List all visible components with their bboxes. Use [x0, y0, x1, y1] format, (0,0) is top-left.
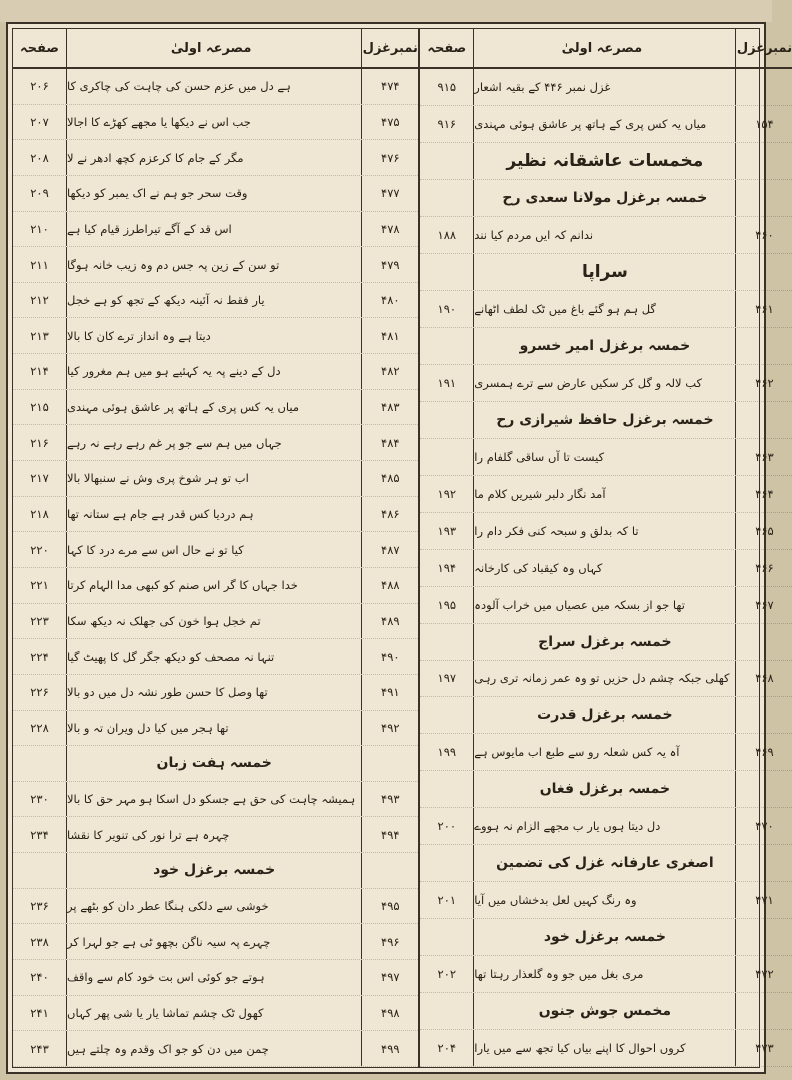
number-cell — [362, 746, 418, 781]
verse-cell: تنہا نہ مصحف کو دیکھ جگر گل کا پھیٹ گیا — [67, 639, 362, 674]
section-heading-row — [420, 993, 792, 1030]
page-cell — [420, 328, 474, 364]
number-cell: ۴۶۹ — [755, 745, 774, 760]
verse-cell: اب تو ہر شوخ پری وش نے سنبھالا بالا — [67, 461, 362, 496]
verse-cell: وہ رنگ کہیں لعل بدخشاں میں آیا — [474, 882, 736, 918]
number-cell: ۴۹۷ — [381, 970, 400, 985]
table-row — [420, 882, 792, 919]
verse-cell: خدا جہاں کا گر اس صنم کو کبھی مدا الہام کرتا — [67, 568, 362, 603]
page-cell: ۲۰۶ — [13, 69, 67, 104]
verse-cell: کہاں وہ کیقباد کی کارخانہ — [474, 550, 736, 586]
number-cell: ۴۷۷ — [381, 186, 400, 201]
page-cell: ۲۳۶ — [13, 889, 67, 924]
page-cell: ۱۹۱ — [420, 365, 474, 401]
page-cell — [420, 254, 474, 290]
page-cell: ۹۱۵ — [420, 69, 474, 105]
number-cell — [736, 143, 792, 179]
right-index-table — [418, 29, 792, 1067]
table-row — [13, 889, 418, 925]
verse-cell: چمن میں دن کو جو اک وقدم وہ چلتے ہیں — [67, 1031, 362, 1066]
header-page: صفحہ — [13, 29, 67, 67]
number-cell: ۴۹۶ — [381, 934, 400, 949]
verse-cell: تھا ہجر میں کیا دل ویران تہ و بالا — [67, 711, 362, 746]
verse-cell: سراپا — [474, 254, 736, 290]
number-cell: ۴۹۳ — [381, 792, 400, 807]
table-row — [13, 604, 418, 640]
table-row — [13, 711, 418, 747]
page-cell — [13, 853, 67, 888]
number-cell — [736, 69, 792, 105]
table-row — [420, 1030, 792, 1067]
page-cell — [420, 697, 474, 733]
verse-cell: آمد نگار دلبر شیریں کلام ما — [474, 476, 736, 512]
page-cell: ۹۱۶ — [420, 106, 474, 142]
page-cell: ۱۹۹ — [420, 734, 474, 770]
verse-cell: میاں یہ کس پری کے ہاتھ پر عاشق ہوئی مہندی — [474, 106, 736, 142]
table-row — [13, 568, 418, 604]
number-cell: ۴۷۶ — [381, 150, 400, 165]
right-table-body — [420, 69, 792, 1067]
header-page: صفحہ — [420, 29, 474, 67]
number-cell: ۴۷۳ — [755, 1041, 774, 1056]
page-cell: ۲۱۶ — [13, 425, 67, 460]
number-cell — [736, 993, 792, 1029]
index-frame — [12, 28, 792, 1068]
number-cell: ۴۹۵ — [381, 899, 400, 914]
number-cell: ۴۶۶ — [755, 560, 774, 575]
section-heading-row — [420, 143, 792, 180]
verse-cell: کروں احوال کا اپنے بیاں کیا تجھ سے میں یارا — [474, 1030, 736, 1066]
page-cell: ۲۲۱ — [13, 568, 67, 603]
verse-cell: خوشی سے دلکی ہنگا عطر دان کو بٹھے پر — [67, 889, 362, 924]
number-cell: ۴۸۸ — [381, 578, 400, 593]
number-cell: ۴۶۴ — [755, 486, 774, 501]
number-cell — [736, 180, 792, 216]
verse-cell: خمسہ برغزل فغاں — [474, 771, 736, 807]
left-table-header — [13, 29, 418, 69]
page-cell: ۲۴۱ — [13, 996, 67, 1031]
verse-cell: کیست تا آں ساقی گلفام را — [474, 439, 736, 475]
number-cell — [736, 624, 792, 660]
table-row — [13, 390, 418, 426]
number-cell: ۴۹۱ — [381, 685, 400, 700]
number-cell — [736, 771, 792, 807]
verse-cell: تم خجل ہوا خون کی جھلک نہ دیکھ سکا — [67, 604, 362, 639]
page-cell — [420, 993, 474, 1029]
table-row — [420, 808, 792, 845]
header-verse: مصرعہ اولیٰ — [474, 29, 736, 67]
table-row — [420, 217, 792, 254]
number-cell: ۴۶۳ — [755, 449, 774, 464]
table-row — [420, 550, 792, 587]
table-row — [13, 532, 418, 568]
number-cell — [736, 697, 792, 733]
verse-cell: تھا جو از بسکہ میں عصیاں میں خراب آلودہ — [474, 587, 736, 623]
table-row — [420, 106, 792, 143]
number-cell: ۴۷۱ — [755, 893, 774, 908]
verse-cell: خمسہ برغزل سراج — [474, 624, 736, 660]
page-cell: ۲۱۷ — [13, 461, 67, 496]
page-cell — [420, 180, 474, 216]
number-cell: ۴۷۸ — [381, 221, 400, 236]
page-cell: ۲۲۳ — [13, 604, 67, 639]
page-cell: ۲۲۸ — [13, 711, 67, 746]
verse-cell: خمسہ برغزل قدرت — [474, 697, 736, 733]
number-cell: ۴۸۴ — [381, 435, 400, 450]
page-cell — [420, 402, 474, 438]
header-number: نمبرغزل — [362, 40, 418, 56]
number-cell: ۴۷۲ — [755, 967, 774, 982]
number-cell — [736, 328, 792, 364]
table-row — [13, 425, 418, 461]
verse-cell: کھول ٹک چشم تماشا یار یا شی پھر کہاں — [67, 996, 362, 1031]
number-cell: ۴۸۲ — [381, 364, 400, 379]
number-cell: ۴۶۷ — [755, 597, 774, 612]
verse-cell: دل کے دینے پہ یہ کہئیے ہو میں ہم مغرور کیا — [67, 354, 362, 389]
header-number: نمبرغزل — [736, 40, 792, 56]
page-cell: ۲۰۴ — [420, 1030, 474, 1066]
number-cell — [736, 402, 792, 438]
verse-cell: مگر کے جام کا کرعزم کچھ ادھر نے لا — [67, 140, 362, 175]
verse-cell: ہمیشہ چاہت کی حق ہے جسکو دل اسکا ہو مہر حق کا بالا — [67, 782, 362, 817]
page-cell: ۲۴۳ — [13, 1031, 67, 1066]
page-cell: ۲۳۴ — [13, 817, 67, 852]
number-cell: ۴۸۳ — [381, 400, 400, 415]
table-row — [420, 439, 792, 476]
header-verse: مصرعہ اولیٰ — [67, 29, 362, 67]
verse-cell: غزل نمبر ۴۴۶ کے بقیہ اشعار — [474, 69, 736, 105]
section-heading-row — [420, 845, 792, 882]
verse-cell: خمسہ برغزل خود — [474, 919, 736, 955]
page-cell: ۲۱۱ — [13, 247, 67, 282]
page-cell — [420, 845, 474, 881]
table-row — [13, 817, 418, 853]
number-cell: ۴۸۹ — [381, 613, 400, 628]
verse-cell: چہرے پہ سیہ ناگن بچھو ٹی ہے جو لہرا کر — [67, 924, 362, 959]
verse-cell: مری بغل میں جو وہ گلعذار رہتا تھا — [474, 956, 736, 992]
page-cell: ۲۱۳ — [13, 318, 67, 353]
verse-cell: جہاں میں ہم سے جو پر غم رہے رہے نہ رہے — [67, 425, 362, 460]
page-cell: ۲۱۴ — [13, 354, 67, 389]
page-cell — [420, 143, 474, 179]
section-heading-row — [420, 697, 792, 734]
number-cell: ۴۷۴ — [381, 79, 400, 94]
page-cell: ۲۰۲ — [420, 956, 474, 992]
verse-cell: اصغری عارفانہ غزل کی تضمین — [474, 845, 736, 881]
number-cell: ۴۷۰ — [755, 819, 774, 834]
verse-cell: کھلی جبکہ چشم دل حزیں تو وہ عمر زمانہ تری رہی — [474, 661, 736, 697]
page-cell: ۱۹۰ — [420, 291, 474, 327]
section-heading-row — [420, 254, 792, 291]
table-row — [13, 105, 418, 141]
table-row — [420, 513, 792, 550]
page-cell: ۲۰۸ — [13, 140, 67, 175]
verse-cell: دل دیتا ہوں یار ب مجھے الزام نہ ہووے — [474, 808, 736, 844]
table-row — [420, 69, 792, 106]
table-row — [13, 996, 418, 1032]
number-cell: ۴۷۹ — [381, 257, 400, 272]
number-cell: ۴۶۱ — [755, 301, 774, 316]
table-row — [13, 1031, 418, 1067]
section-heading-row — [13, 853, 418, 889]
verse-cell: اس قد کے آگے تیراطرز قیام کیا ہے — [67, 212, 362, 247]
page-cell — [13, 746, 67, 781]
number-cell: ۴۹۰ — [381, 649, 400, 664]
page-cell: ۱۹۳ — [420, 513, 474, 549]
page-cell: ۱۹۲ — [420, 476, 474, 512]
table-row — [420, 734, 792, 771]
page-cell: ۱۹۵ — [420, 587, 474, 623]
number-cell: ۴۸۰ — [381, 293, 400, 308]
verse-cell: خمسہ برغزل امیر خسرو — [474, 328, 736, 364]
number-cell: ۴۸۷ — [381, 542, 400, 557]
number-cell: ۴۹۸ — [381, 1005, 400, 1020]
verse-cell: تھا وصل کا حسن طور نشہ دل میں دو بالا — [67, 675, 362, 710]
page-cell: ۲۳۸ — [13, 924, 67, 959]
page-cell — [420, 439, 474, 475]
number-cell: ۴۹۲ — [381, 720, 400, 735]
section-heading-row — [420, 402, 792, 439]
page-cell: ۲۰۰ — [420, 808, 474, 844]
table-row — [13, 212, 418, 248]
table-row — [13, 639, 418, 675]
verse-cell: ہوتے جو کوئی اس بت خود کام سے واقف — [67, 960, 362, 995]
verse-cell: خمسہ برغزل مولانا سعدی رح — [474, 180, 736, 216]
verse-cell: ہے دل میں عزم حسن کی چاہت کی چاکری کا — [67, 69, 362, 104]
number-cell: ۴۶۸ — [755, 671, 774, 686]
table-row — [420, 365, 792, 402]
section-heading-row — [420, 328, 792, 365]
table-row — [420, 956, 792, 993]
table-row — [13, 461, 418, 497]
table-row — [13, 782, 418, 818]
table-row — [13, 69, 418, 105]
number-cell — [736, 845, 792, 881]
number-cell: ۴۸۵ — [381, 471, 400, 486]
page-cell: ۲۱۰ — [13, 212, 67, 247]
section-heading-row — [420, 180, 792, 217]
verse-cell: میاں یہ کس پری کے ہاتھ پر عاشق ہوئی مہندی — [67, 390, 362, 425]
page-cell — [420, 771, 474, 807]
verse-cell: مخمسات عاشقانہ نظیر — [474, 143, 736, 179]
table-row — [13, 354, 418, 390]
number-cell — [736, 254, 792, 290]
verse-cell: مخمس جوش جنوں — [474, 993, 736, 1029]
verse-cell: کیا تو نے حال اس سے مرے درد کا کہا — [67, 532, 362, 567]
page-cell: ۲۰۱ — [420, 882, 474, 918]
left-table-body — [13, 69, 418, 1067]
table-row — [13, 140, 418, 176]
table-row — [13, 960, 418, 996]
number-cell — [736, 919, 792, 955]
page-cell: ۲۱۸ — [13, 497, 67, 532]
page-cell: ۲۳۰ — [13, 782, 67, 817]
page-cell — [420, 624, 474, 660]
number-cell: ۴۶۲ — [755, 375, 774, 390]
page-cell: ۲۰۷ — [13, 105, 67, 140]
section-heading-row — [420, 919, 792, 956]
verse-cell: ندانم کہ ایں مردم کیا نند — [474, 217, 736, 253]
page-cell: ۲۲۶ — [13, 675, 67, 710]
table-row — [13, 318, 418, 354]
verse-cell: یار فقط نہ آئینہ دیکھ کے تجھ کو ہے خجل — [67, 283, 362, 318]
page-cell: ۲۴۰ — [13, 960, 67, 995]
verse-cell: گل ہم ہو گئے باغ میں ٹک لطف اٹھانے — [474, 291, 736, 327]
verse-cell: دیتا ہے وہ انداز ترے کان کا بالا — [67, 318, 362, 353]
table-row — [13, 924, 418, 960]
section-heading-row — [420, 771, 792, 808]
right-table-header — [420, 29, 792, 69]
verse-cell: تا کہ بدلق و سبحہ کنی فکر دام را — [474, 513, 736, 549]
section-heading-row — [420, 624, 792, 661]
table-row — [13, 283, 418, 319]
verse-cell: وقت سحر جو ہم نے اک یمبر کو دیکھا — [67, 176, 362, 211]
top-strip — [0, 0, 772, 22]
page-cell: ۲۰۹ — [13, 176, 67, 211]
page-cell: ۱۸۸ — [420, 217, 474, 253]
page-cell: ۲۲۴ — [13, 639, 67, 674]
table-row — [13, 497, 418, 533]
section-heading-row — [13, 746, 418, 782]
page-cell: ۱۹۴ — [420, 550, 474, 586]
number-cell: ۱۵۴ — [755, 116, 774, 131]
number-cell: ۴۷۵ — [381, 114, 400, 129]
page-cell: ۱۹۷ — [420, 661, 474, 697]
verse-cell: ہم دردیا کس قدر ہے جام ہے ستانہ تھا — [67, 497, 362, 532]
number-cell — [362, 853, 418, 888]
number-cell: ۴۸۶ — [381, 507, 400, 521]
number-cell: ۴۹۴ — [381, 827, 400, 842]
verse-cell: چہرہ ہے ترا نور کی تنویر کا نقشا — [67, 817, 362, 852]
number-cell: ۴۹۹ — [381, 1041, 400, 1056]
table-row — [13, 176, 418, 212]
page-cell — [420, 919, 474, 955]
verse-cell: تو سن کے زین پہ جس دم وہ زیب خانہ ہوگا — [67, 247, 362, 282]
table-row — [420, 661, 792, 698]
table-row — [420, 476, 792, 513]
page-cell: ۲۲۰ — [13, 532, 67, 567]
page-cell: ۲۱۵ — [13, 390, 67, 425]
number-cell: ۴۶۵ — [755, 523, 774, 538]
left-index-table — [13, 29, 418, 1067]
table-row — [420, 291, 792, 328]
table-row — [420, 587, 792, 624]
table-row — [13, 247, 418, 283]
verse-cell: خمسہ برغزل خود — [67, 853, 362, 888]
verse-cell: کب لالہ و گل کر سکیں عارض سے ترے ہمسری — [474, 365, 736, 401]
index-page — [6, 22, 792, 1074]
number-cell: ۴۸۱ — [381, 328, 400, 343]
verse-cell: خمسہ ہفت زبان — [67, 746, 362, 781]
table-row — [13, 675, 418, 711]
verse-cell: خمسہ برغزل حافظ شیرازی رح — [474, 402, 736, 438]
number-cell: ۴۶۰ — [755, 227, 774, 242]
verse-cell: جب اس نے دیکھا یا مجھے کھڑے کا اجالا — [67, 105, 362, 140]
page-cell: ۲۱۲ — [13, 283, 67, 318]
verse-cell: آہ یہ کس شعلہ رو سے طبع اب مایوس ہے — [474, 734, 736, 770]
